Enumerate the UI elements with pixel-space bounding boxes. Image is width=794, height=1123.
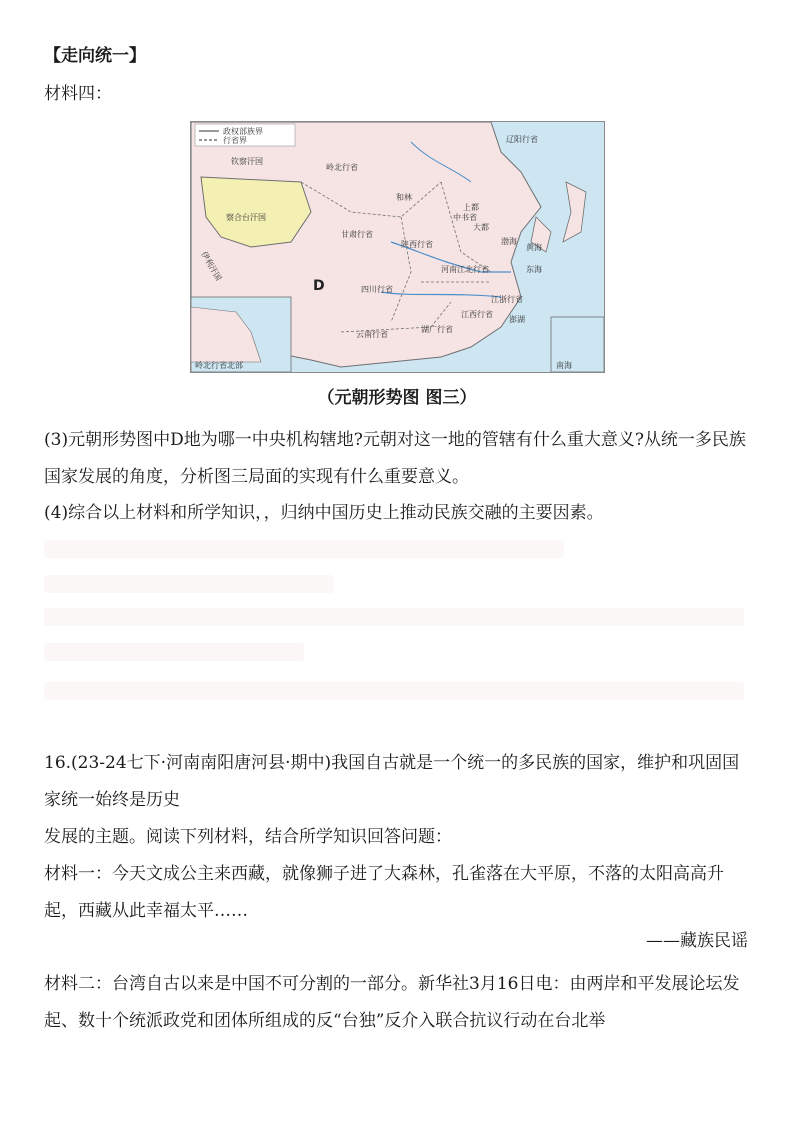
- yuan-dynasty-map: [190, 121, 605, 373]
- hidden-answer-line: [44, 540, 564, 558]
- map-label: 河南江北行省: [441, 265, 489, 274]
- map-label: 江西行省: [461, 310, 493, 319]
- hidden-answer-line: [44, 575, 334, 593]
- map-svg: [191, 122, 604, 372]
- map-label: 甘肃行省: [341, 230, 373, 239]
- map-label: 上都: [463, 203, 479, 212]
- question-16: [44, 745, 754, 856]
- hidden-answer-line: [44, 682, 744, 700]
- map-label: 云南行省: [356, 330, 388, 339]
- map-label: 钦察汗国: [231, 157, 263, 166]
- hidden-answer-line: [44, 643, 304, 661]
- map-label: 辽阳行省: [506, 135, 538, 144]
- hidden-answer-line: [44, 608, 744, 626]
- map-label: 大都: [473, 223, 489, 232]
- question-4: (4)综合以上材料和所学知识，，归纳中国历史上推动民族交融的主要因素。: [44, 503, 604, 523]
- question-3: (3)元朝形势图中D地为哪一中央机构辖地?元朝对这一地的管辖有什么重大意义?从统一多民族国家发展的角度，分析图三局面的实现有什么重要意义。: [44, 430, 746, 487]
- map-label: 中书省: [453, 213, 477, 222]
- map-label: 湖广行省: [421, 325, 453, 334]
- legend-label: 行省界: [223, 136, 247, 145]
- material-1-source: ——藏族民谣: [646, 931, 748, 951]
- map-label: 伊利汗国: [199, 250, 224, 283]
- inset-title: 岭北行省北部: [195, 361, 243, 370]
- question-16-cont: 发展的主题。阅读下列材料，结合所学知识回答问题：: [44, 827, 452, 847]
- sea-label: 渤海: [501, 237, 517, 246]
- map-label: 陕西行省: [401, 240, 433, 249]
- question-16-text: 16.(23-24七下·河南南阳唐河县·期中)我国自古就是一个统一的多民族的国家，维护和巩固国家统一始终是历史: [44, 753, 740, 810]
- region-d-label: D: [313, 278, 325, 294]
- sea-label: 黄海: [526, 243, 542, 252]
- inset-title: 南海: [556, 361, 572, 370]
- material-2: 材料二：台湾自古以来是中国不可分割的一部分。新华社3月16日电：由两岸和平发展论坛发起、数十个统派政党和团体所组成的反“台独”反介入联合抗议行动在台北举: [44, 974, 740, 1031]
- map-label: 澎湖: [509, 315, 525, 324]
- map-label: 察合台汗国: [226, 213, 266, 222]
- legend-label: 政权部族界: [223, 127, 263, 136]
- sea-label: 东海: [526, 265, 542, 274]
- section-heading: 【走向统一】: [44, 46, 146, 66]
- material4-label: 材料四：: [44, 84, 112, 104]
- map-label: 江浙行省: [491, 295, 523, 304]
- map-label: 岭北行省: [326, 163, 358, 172]
- material-1: 材料一：今天文成公主来西藏，就像狮子进了大森林，孔雀落在大平原，不落的太阳高高升起，西藏从此幸福太平……: [44, 864, 724, 921]
- map-label: 四川行省: [361, 285, 393, 294]
- map-label: 和林: [396, 193, 412, 202]
- map-caption: （元朝形势图 图三）: [317, 388, 477, 408]
